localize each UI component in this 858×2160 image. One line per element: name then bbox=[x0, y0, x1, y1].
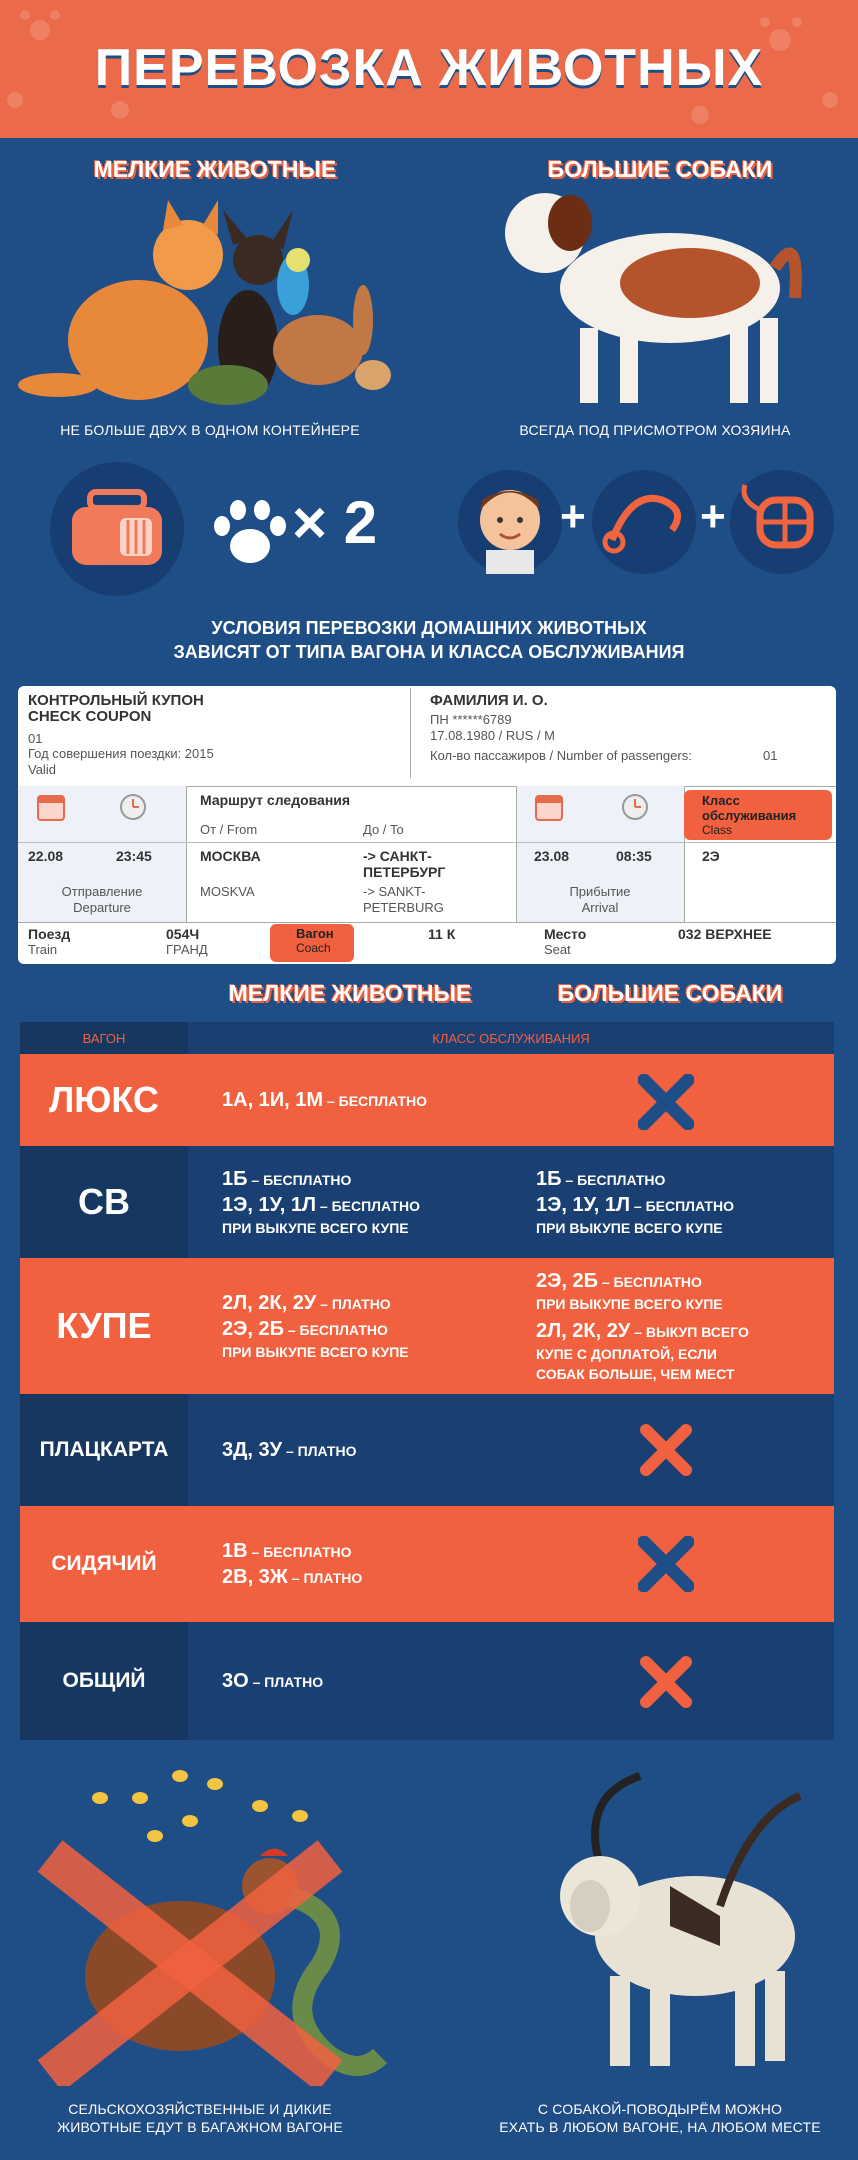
divider bbox=[186, 786, 187, 922]
condition-note: СОБАК БОЛЬШЕ, ЧЕМ МЕСТ bbox=[536, 1366, 735, 1382]
passenger-name: ФАМИЛИЯ И. О. bbox=[430, 692, 548, 709]
divider bbox=[18, 922, 836, 923]
class-codes: 1В bbox=[222, 1540, 248, 1562]
coupon-number: 01 bbox=[28, 731, 43, 746]
arr-ru: Прибытие bbox=[569, 884, 631, 899]
seat-en: Seat bbox=[544, 942, 571, 957]
small-animals-caption: НЕ БОЛЬШЕ ДВУХ В ОДНОМ КОНТЕЙНЕРЕ bbox=[60, 422, 360, 438]
big-dog-illustration-icon bbox=[500, 188, 810, 413]
condition-note: ПРИ ВЫКУПЕ ВСЕГО КУПЕ bbox=[222, 1344, 409, 1360]
to-city-2: ПЕТЕРБУРГ bbox=[363, 864, 446, 880]
farm-animals-caption bbox=[40, 2100, 360, 2136]
class-codes: 1Б bbox=[536, 1168, 562, 1190]
divider bbox=[18, 842, 836, 843]
price-note: – ПЛАТНО bbox=[282, 1443, 357, 1459]
train-en: Train bbox=[28, 942, 58, 957]
guide-dog-icon bbox=[520, 1756, 820, 2086]
to-label: До / To bbox=[363, 822, 404, 837]
coupon-ru: КОНТРОЛЬНЫЙ КУПОН bbox=[28, 692, 204, 709]
wagon-name: ОБЩИЙ bbox=[20, 1622, 188, 1740]
clock-icon bbox=[118, 792, 148, 822]
valid-label: Valid bbox=[28, 762, 56, 777]
cross-icon bbox=[638, 1074, 694, 1130]
cross-icon bbox=[640, 1656, 692, 1708]
coach-en: Coach bbox=[296, 941, 331, 955]
price-note: – БЕСПЛАТНО bbox=[597, 1274, 702, 1290]
caption-line: ЖИВОТНЫЕ ЕДУТ В БАГАЖНОМ ВАГОНЕ bbox=[57, 2119, 343, 2135]
from-label: От / From bbox=[200, 822, 258, 837]
pet-carrier-icon bbox=[50, 462, 184, 596]
seat-ru: Место bbox=[544, 926, 587, 942]
class-codes: 2Л, 2К, 2У bbox=[222, 1292, 317, 1314]
table-header-row bbox=[20, 1022, 834, 1054]
caption-line: СЕЛЬСКОХОЗЯЙСТВЕННЫЕ И ДИКИЕ bbox=[68, 2101, 332, 2117]
date-of-birth: 17.08.1980 / RUS / M bbox=[430, 728, 556, 743]
small-cell bbox=[222, 1506, 362, 1622]
class-codes: 1Э, 1У, 1Л bbox=[222, 1194, 317, 1216]
class-value: 2Э bbox=[702, 848, 720, 864]
route-label: Маршрут следования bbox=[200, 792, 351, 808]
train-value: 054Ч bbox=[166, 926, 200, 942]
small-cell bbox=[222, 1394, 356, 1506]
to-latin-1: -> SANKT- bbox=[363, 884, 426, 899]
condition-note: ПРИ ВЫКУПЕ ВСЕГО КУПЕ bbox=[536, 1220, 723, 1236]
leash-circle bbox=[592, 470, 696, 574]
price-note: – ПЛАТНО bbox=[248, 1674, 324, 1690]
price-note: – БЕСПЛАТНО bbox=[247, 1172, 352, 1188]
big-cell bbox=[536, 1146, 734, 1258]
plus-sign-2: + bbox=[700, 492, 726, 541]
class-codes: 1Э, 1У, 1Л bbox=[536, 1194, 631, 1216]
caption-line: С СОБАКОЙ-ПОВОДЫРЁМ МОЖНО bbox=[537, 2101, 783, 2117]
table-row-sidyachiy bbox=[20, 1506, 834, 1622]
header-banner bbox=[0, 0, 858, 138]
condition-note: ПРИ ВЫКУПЕ ВСЕГО КУПЕ bbox=[222, 1220, 409, 1236]
arr-date: 23.08 bbox=[534, 848, 570, 864]
calendar-icon bbox=[36, 792, 66, 822]
table-row-kupe bbox=[20, 1258, 834, 1394]
page-title: ПЕРЕВОЗКА ЖИВОТНЫХ bbox=[94, 39, 764, 97]
paw-icon bbox=[210, 498, 290, 568]
from-city: МОСКВА bbox=[200, 848, 261, 864]
wagon-header: ВАГОН bbox=[20, 1022, 188, 1054]
ticket-card bbox=[18, 686, 836, 964]
class-highlight bbox=[684, 790, 832, 840]
big-dogs-title: БОЛЬШИЕ СОБАКИ bbox=[547, 156, 773, 182]
big-cell bbox=[536, 1258, 749, 1394]
train-ru: Поезд bbox=[28, 926, 71, 942]
big-dogs-caption: ВСЕГДА ПОД ПРИСМОТРОМ ХОЗЯИНА bbox=[519, 422, 791, 438]
small-cell bbox=[222, 1146, 420, 1258]
farm-wild-animals-crossed-icon bbox=[30, 1756, 400, 2086]
class-codes: 3О bbox=[222, 1670, 249, 1692]
arr-en: Arrival bbox=[581, 900, 619, 915]
small-animals-illustration-icon bbox=[18, 200, 418, 410]
dep-time: 23:45 bbox=[116, 848, 152, 864]
cross-icon bbox=[638, 1536, 694, 1592]
small-animals-title: МЕЛКИЕ ЖИВОТНЫЕ bbox=[93, 156, 337, 182]
wagon-name: ПЛАЦКАРТА bbox=[20, 1394, 188, 1506]
dep-date: 22.08 bbox=[28, 848, 64, 864]
price-note: – ПЛАТНО bbox=[287, 1570, 363, 1586]
conditions-text bbox=[0, 616, 858, 664]
dep-ru: Отправление bbox=[61, 884, 143, 899]
guide-dog-caption bbox=[490, 2100, 830, 2136]
wagon-name: СВ bbox=[20, 1146, 188, 1258]
table-col-small: МЕЛКИЕ ЖИВОТНЫЕ bbox=[228, 980, 472, 1006]
to-city-1: -> САНКТ- bbox=[363, 848, 432, 864]
passengers-label: Кол-во пассажиров / Number of passengers: bbox=[430, 748, 692, 763]
muzzle-icon bbox=[730, 470, 834, 574]
transport-table bbox=[20, 1022, 834, 1740]
condition-note: КУПЕ С ДОПЛАТОЙ, ЕСЛИ bbox=[536, 1346, 717, 1362]
table-row-obshchiy bbox=[20, 1622, 834, 1740]
class-codes: 1А, 1И, 1М bbox=[222, 1089, 324, 1111]
class-codes: 2Э, 2Б bbox=[222, 1318, 284, 1340]
coach-value: 11 К bbox=[428, 926, 456, 942]
divider bbox=[410, 688, 411, 778]
wagon-name: СИДЯЧИЙ bbox=[51, 1552, 157, 1575]
class-ru: Класс обслуживания bbox=[702, 793, 797, 823]
table-row-sv bbox=[20, 1146, 834, 1258]
class-codes: 2Л, 2К, 2У bbox=[536, 1320, 631, 1342]
passengers-count: 01 bbox=[763, 748, 778, 763]
owner-circle bbox=[458, 470, 562, 574]
passport-number: ПН ******6789 bbox=[430, 712, 512, 727]
carrier-circle bbox=[50, 462, 184, 596]
coach-highlight bbox=[270, 924, 354, 962]
price-note: – БЕСПЛАТНО bbox=[561, 1172, 666, 1188]
price-note: – БЕСПЛАТНО bbox=[323, 1093, 428, 1109]
class-codes: 3Д, 3У bbox=[222, 1439, 283, 1461]
arr-time: 08:35 bbox=[616, 848, 652, 864]
owner-face-icon bbox=[458, 470, 562, 574]
dep-en: Departure bbox=[73, 900, 131, 915]
small-cell bbox=[222, 1622, 323, 1740]
caption-line: ЕХАТЬ В ЛЮБОМ ВАГОНЕ, НА ЛЮБОМ МЕСТЕ bbox=[499, 2119, 821, 2135]
to-latin-2: PETERBURG bbox=[363, 900, 444, 915]
class-en: Class bbox=[702, 823, 733, 837]
seat-value: 032 ВЕРХНЕЕ bbox=[678, 926, 772, 942]
price-note: – ВЫКУП ВСЕГО bbox=[630, 1324, 749, 1340]
table-row-platskart bbox=[20, 1394, 834, 1506]
table-row-lux bbox=[20, 1054, 834, 1146]
class-codes: 1Б bbox=[222, 1168, 248, 1190]
price-note: – БЕСПЛАТНО bbox=[630, 1198, 734, 1214]
leash-icon bbox=[592, 470, 696, 574]
class-codes: 2Э, 2Б bbox=[536, 1270, 598, 1292]
wagon-name: КУПЕ bbox=[56, 1305, 152, 1346]
price-note: – ПЛАТНО bbox=[316, 1296, 391, 1312]
small-cell bbox=[222, 1054, 427, 1146]
conditions-line-2: ЗАВИСЯТ ОТ ТИПА ВАГОНА И КЛАССА ОБСЛУЖИВАНИЯ bbox=[173, 642, 685, 662]
wagon-name: ЛЮКС bbox=[49, 1079, 159, 1120]
conditions-line-1: УСЛОВИЯ ПЕРЕВОЗКИ ДОМАШНИХ ЖИВОТНЫХ bbox=[211, 618, 647, 638]
table-col-big: БОЛЬШИЕ СОБАКИ bbox=[557, 980, 783, 1006]
trip-year: Год совершения поездки: 2015 bbox=[28, 746, 214, 761]
plus-sign-1: + bbox=[560, 492, 586, 541]
price-note: – БЕСПЛАТНО bbox=[283, 1322, 388, 1338]
coupon-en: CHECK COUPON bbox=[28, 708, 152, 725]
from-latin: MOSKVA bbox=[200, 884, 255, 899]
clock-icon bbox=[620, 792, 650, 822]
price-note: – БЕСПЛАТНО bbox=[247, 1544, 352, 1560]
times-two-label: × 2 bbox=[292, 489, 378, 556]
class-header: КЛАСС ОБСЛУЖИВАНИЯ bbox=[432, 1030, 590, 1046]
condition-note: ПРИ ВЫКУПЕ ВСЕГО КУПЕ bbox=[536, 1296, 723, 1312]
calendar-icon bbox=[534, 792, 564, 822]
coach-ru: Вагон bbox=[296, 926, 334, 941]
small-cell bbox=[222, 1258, 409, 1394]
muzzle-circle bbox=[730, 470, 834, 574]
cross-icon bbox=[640, 1424, 692, 1476]
train-name: ГРАНД bbox=[166, 942, 208, 957]
class-codes: 2В, 3Ж bbox=[222, 1566, 288, 1588]
price-note: – БЕСПЛАТНО bbox=[316, 1198, 420, 1214]
